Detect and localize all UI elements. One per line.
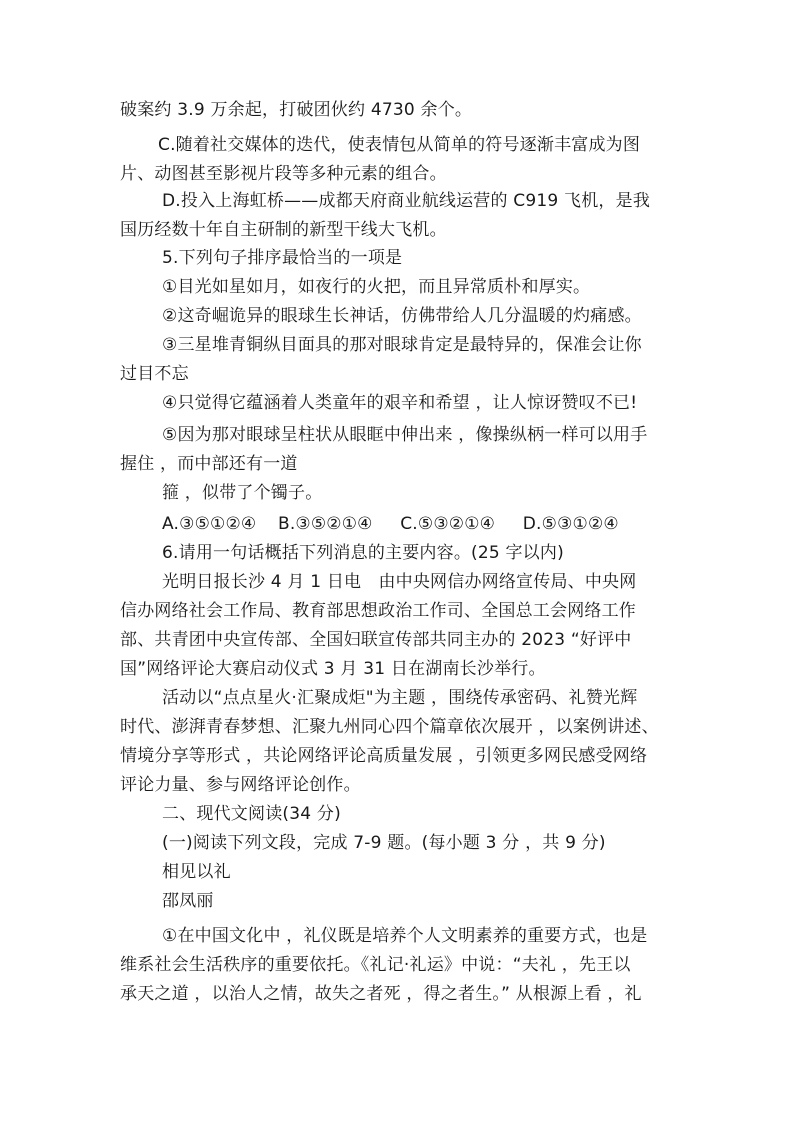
paragraph-1-line-1: ①在中国文化中 ，礼仪既是培养个人文明素养的重要方式，也是	[162, 926, 648, 946]
section-2-title: 二、现代文阅读(34 分)	[162, 804, 341, 824]
news-line-6: 时代、澎湃青春梦想、汇聚九州同心四个篇章依次展开 ，以案例讲述、	[120, 717, 659, 737]
option-a: A.③⑤①②④	[162, 514, 257, 534]
sentence-3-line-2: 过目不忘	[120, 364, 189, 384]
sentence-3-line-1: ③三星堆青铜纵目面具的那对眼球肯定是最特异的，保准会让你	[162, 335, 642, 355]
option-d-line-1: D.投入上海虹桥——成都天府商业航线运营的 C919 飞机，是我	[162, 191, 651, 211]
news-line-8: 评论力量、参与网络评论创作。	[120, 775, 361, 795]
passage-author: 邵凤丽	[162, 891, 214, 911]
sentence-5-line-2: 握住 ，而中部还有一道	[120, 454, 298, 474]
sentence-2: ②这奇崛诡异的眼球生长神话，仿佛带给人几分温暖的灼痛感。	[162, 306, 642, 326]
sentence-5-line-1: ⑤因为那对眼球呈柱状从眼眶中伸出来 ，像操纵柄一样可以用手	[162, 425, 648, 445]
option-c-line-2: 片、动图甚至影视片段等多种元素的组合。	[120, 164, 447, 184]
news-line-4: 国”网络评论大赛启动仪式 3 月 31 日在湖南长沙举行。	[120, 659, 546, 679]
option-d-line-2: 国历经数十年自主研制的新型干线大飞机。	[120, 220, 447, 240]
passage-title: 相见以礼	[162, 862, 231, 882]
news-line-1: 光明日报长沙 4 月 1 日电 由中央网信办网络宣传局、中央网	[162, 572, 637, 592]
text-line: 破案约 3.9 万余起，打破团伙约 4730 余个。	[120, 100, 473, 120]
news-line-7: 情境分享等形式 ，共论网络评论高质量发展 ，引领更多网民感受网络	[120, 746, 648, 766]
question-5-title: 5.下列句子排序最恰当的一项是	[162, 248, 403, 268]
sentence-4: ④只觉得它蕴涵着人类童年的艰辛和希望 ，让人惊讶赞叹不已!	[162, 393, 638, 413]
news-line-3: 部、共青团中央宣传部、全国妇联宣传部共同主办的 2023 “好评中	[120, 630, 632, 650]
passage-instructions: (一)阅读下列文段，完成 7-9 题。(每小题 3 分 ，共 9 分)	[162, 833, 606, 853]
option-d: D.⑤③①②④	[522, 514, 619, 534]
sentence-5-line-3: 箍 ，似带了个镯子。	[162, 483, 323, 503]
paragraph-1-line-2: 维系社会生活秩序的重要依托。《礼记·礼运》中说：“夫礼 ，先王以	[120, 955, 631, 975]
option-b: B.③⑤②①④	[277, 514, 373, 534]
option-c: C.⑤③②①④	[400, 514, 496, 534]
news-line-5: 活动以“点点星火·汇聚成炬"为主题 ，围绕传承密码、礼赞光辉	[162, 688, 638, 708]
question-6-title: 6.请用一句话概括下列消息的主要内容。(25 字以内)	[162, 543, 564, 563]
option-c-line-1: C.随着社交媒体的迭代，使表情包从简单的符号逐渐丰富成为图	[158, 135, 641, 155]
paragraph-1-line-3: 承天之道 ，以治人之情，故失之者死 ，得之者生。” 从根源上看 ，礼	[120, 984, 642, 1004]
news-line-2: 信办网络社会工作局、教育部思想政治工作司、全国总工会网络工作	[120, 601, 636, 621]
sentence-1: ①目光如星如月，如夜行的火把，而且异常质朴和厚实。	[162, 277, 591, 297]
question-5-options	[162, 512, 619, 536]
